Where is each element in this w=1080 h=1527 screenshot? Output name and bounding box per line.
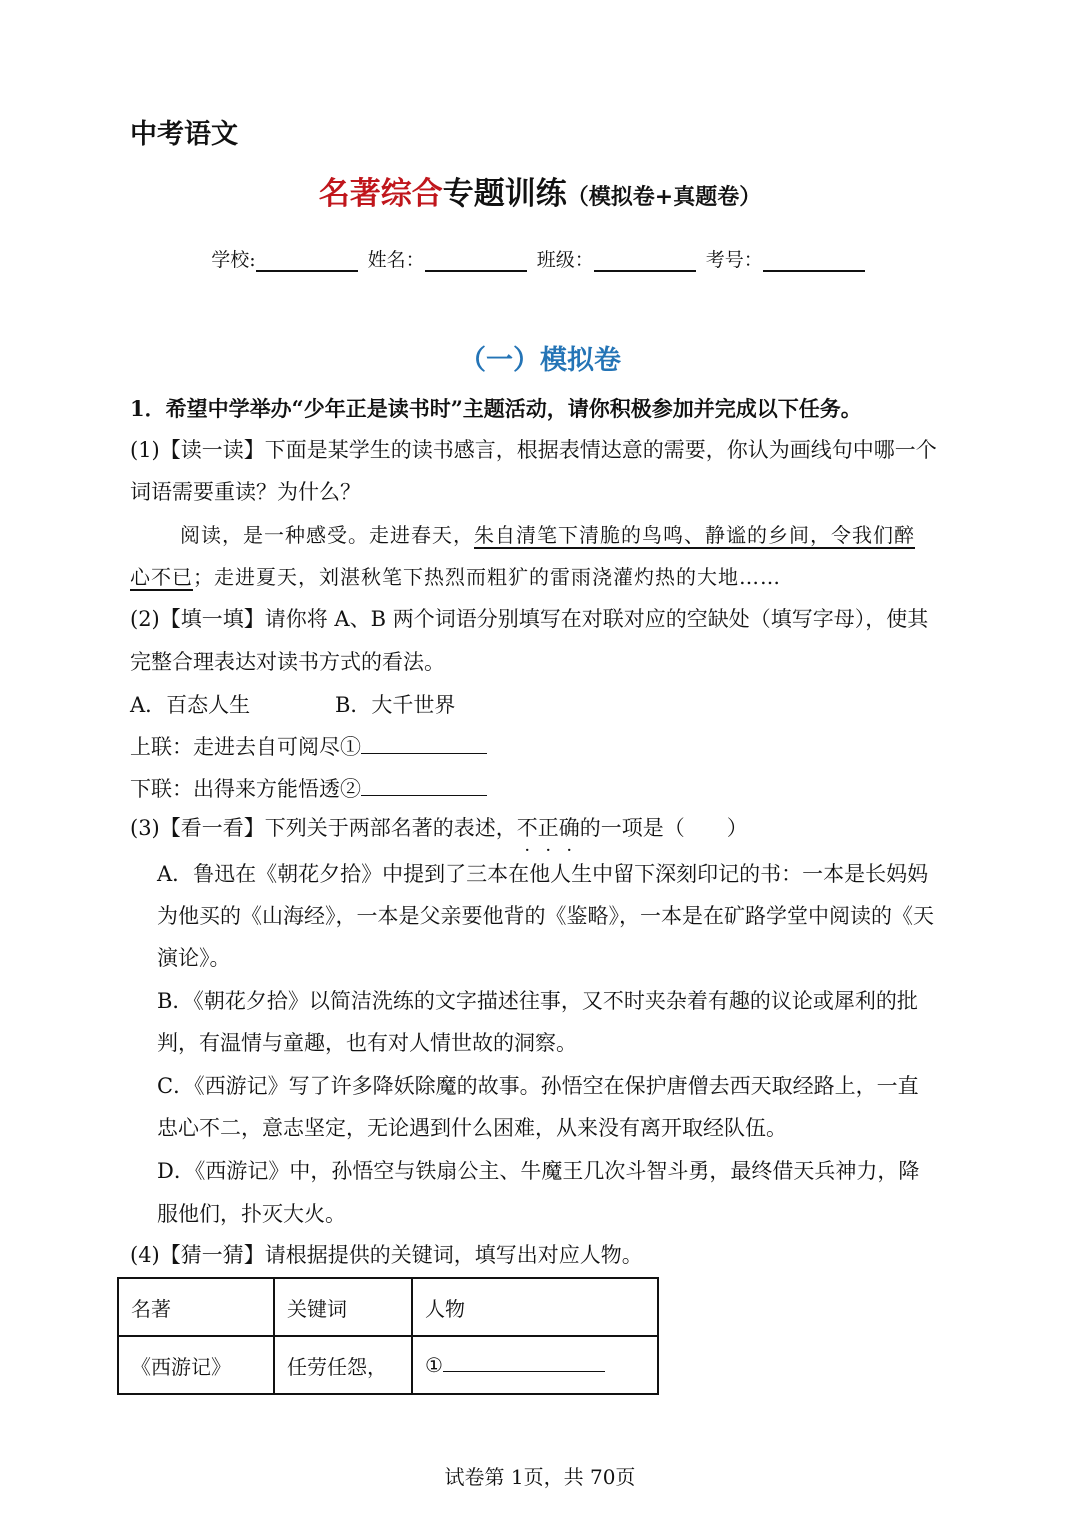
- table-cell-answer[interactable]: [412, 1336, 658, 1394]
- title-paren: （模拟卷+真题卷）: [566, 184, 762, 210]
- quote-text-a: 阅读，是一种感受。走进春天，: [180, 523, 474, 547]
- character-table: [117, 1277, 659, 1395]
- quote-underlined-1: 朱自清笔下清脆的鸟鸣、静谧的乡间，令我们醉: [474, 523, 915, 547]
- part3-text-post: 的一项是（ ）: [579, 816, 748, 840]
- table-header-cell: 关键词: [274, 1278, 412, 1336]
- table-header-cell: 名著: [118, 1278, 274, 1336]
- table-cell: 《西游记》: [118, 1336, 274, 1394]
- part4-line: (4)【猜一猜】请根据提供的关键词，填写出对应人物。: [130, 1243, 643, 1267]
- option-a-line3: 演论》。: [157, 946, 231, 970]
- part3-line: [130, 807, 952, 849]
- quote-line1: [180, 514, 1002, 556]
- class-label: 班级：: [536, 249, 594, 271]
- question-stem: 1．希望中学举办“少年正是读书时”主题活动，请你积极参加并完成以下任务。: [130, 396, 862, 421]
- option-b-word: B．大千世界: [335, 693, 456, 717]
- part1-line2: 词语需要重读？为什么？: [130, 480, 361, 504]
- title-black-part: 专题训练: [442, 176, 567, 212]
- title-red-part: 名著综合: [318, 176, 443, 212]
- quote-text-b: ；走进夏天，刘湛秋笔下热烈而粗犷的雷雨浇灌灼热的大地……: [193, 565, 781, 589]
- page-footer: 试卷第 1页，共 70页: [444, 1465, 636, 1489]
- option-b-line1: B．《朝花夕拾》以简洁洗练的文字描述往事，又不时夹杂着有趣的议论或犀利的批: [157, 989, 918, 1013]
- option-d-line2: 服他们，扑灭大火。: [157, 1202, 346, 1226]
- table-row: [118, 1336, 658, 1394]
- option-a-line1: A．鲁迅在《朝花夕拾》中提到了三本在他人生中留下深刻印记的书：一本是长妈妈: [157, 862, 929, 886]
- table-cell: 任劳任怨，: [274, 1336, 412, 1394]
- part2-line2: 完整合理表达对读书方式的看法。: [130, 650, 445, 674]
- emphasis-char: 不: [516, 816, 538, 840]
- option-b-line2: 判，有温情与童趣，也有对人情世故的洞察。: [157, 1031, 577, 1055]
- student-info-line: [0, 245, 1080, 272]
- answer-marker: ①: [425, 1353, 443, 1377]
- couplet-upper-blank[interactable]: [361, 733, 487, 754]
- answer-blank[interactable]: [443, 1353, 605, 1372]
- school-label: 学校:: [211, 249, 256, 271]
- option-a-line2: 为他买的《山海经》，一本是父亲要他背的《鉴略》，一本是在矿路学堂中阅读的《天: [157, 904, 934, 928]
- option-a-word: A．百态人生: [130, 693, 251, 717]
- part1-line1: (1)【读一读】下面是某学生的读书感言，根据表情达意的需要，你认为画线句中哪一个: [130, 438, 937, 462]
- couplet-upper: [130, 726, 952, 768]
- class-field[interactable]: [594, 252, 696, 272]
- name-field[interactable]: [425, 252, 527, 272]
- couplet-lower: [130, 768, 952, 810]
- part3-text-pre: (3)【看一看】下列关于两部名著的表述，: [130, 816, 517, 840]
- option-c-line2: 忠心不二，意志坚定，无论遇到什么困难，从来没有离开取经队伍。: [157, 1116, 787, 1140]
- number-field[interactable]: [763, 252, 865, 272]
- couplet-upper-text: 上联：走进去自可阅尽①: [130, 735, 361, 759]
- couplet-lower-text: 下联：出得来方能悟透②: [130, 777, 361, 801]
- part2-line1: (2)【填一填】请你将 A、B 两个词语分别填写在对联对应的空缺处（填写字母），使其: [130, 607, 929, 631]
- table-header-row: [118, 1278, 658, 1336]
- section-title: （一）模拟卷: [459, 345, 621, 376]
- option-c-line1: C．《西游记》写了许多降妖除魔的故事。孙悟空在保护唐僧去西天取经路上，一直: [157, 1074, 919, 1098]
- header-label: 中考语文: [130, 119, 238, 150]
- option-d-line1: D．《西游记》中，孙悟空与铁扇公主、牛魔王几次斗智斗勇，最终借天兵神力，降: [157, 1159, 920, 1183]
- quote-underlined-2: 心不已: [130, 565, 193, 589]
- page-title: [0, 168, 1080, 213]
- school-field[interactable]: [256, 252, 358, 272]
- emphasis-char: 正: [537, 816, 559, 840]
- emphasis-char: 确: [558, 816, 580, 840]
- quote-line2: [130, 556, 952, 598]
- table-header-cell: 人物: [412, 1278, 658, 1336]
- name-label: 姓名：: [367, 249, 425, 271]
- number-label: 考号：: [705, 249, 763, 271]
- couplet-lower-blank[interactable]: [361, 775, 487, 796]
